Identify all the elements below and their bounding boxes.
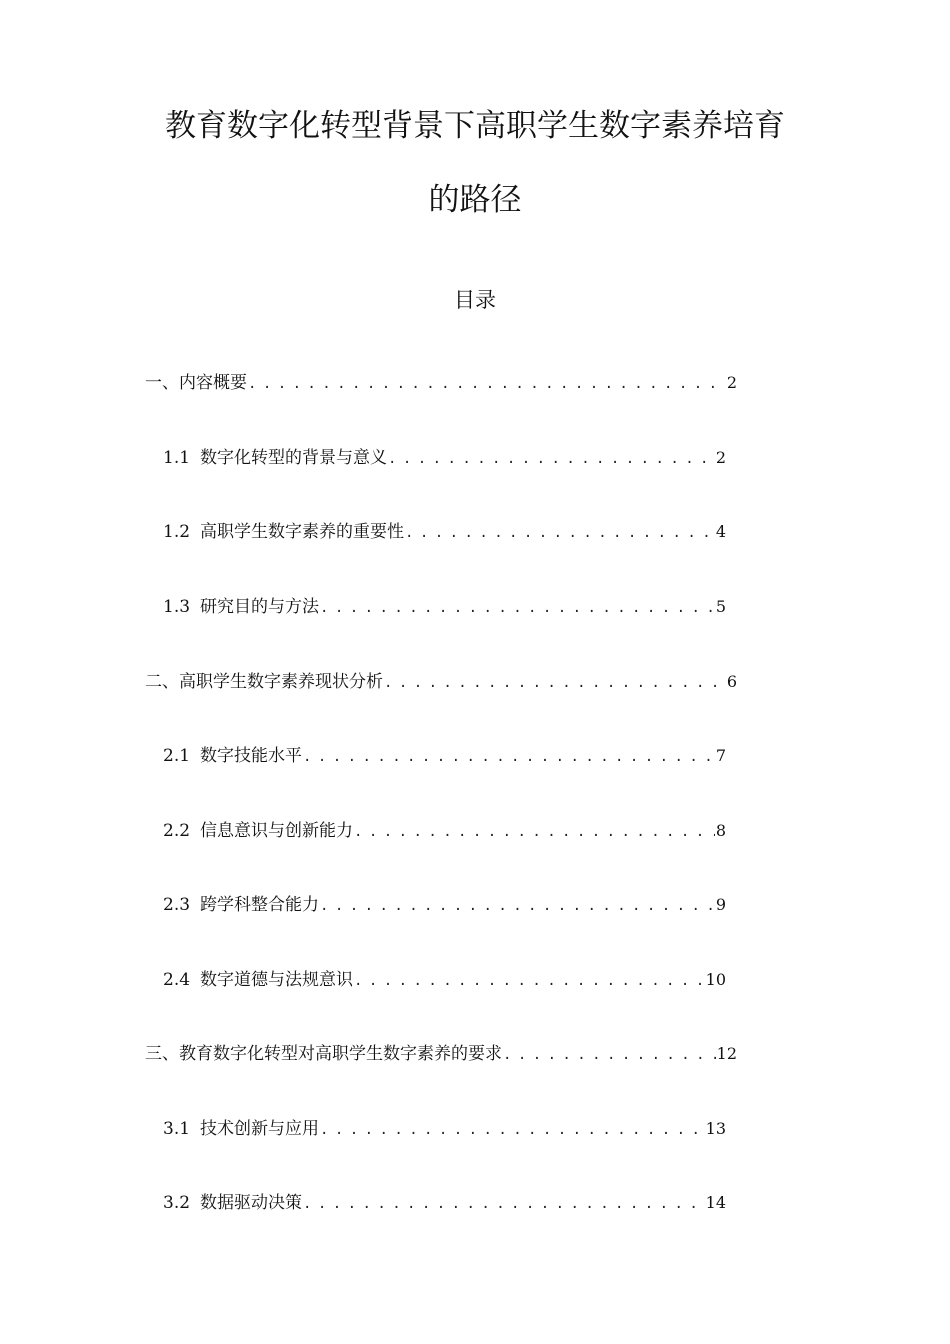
- toc-dot-leader: [388, 447, 715, 471]
- document-title-line1: 教育数字化转型背景下高职学生数字素养培育: [165, 108, 785, 144]
- toc-entry[interactable]: [145, 1042, 737, 1066]
- toc-entry-number: 1.3: [163, 597, 191, 617]
- toc-entry-label: 二、高职学生数字素养现状分析: [145, 672, 383, 692]
- toc-heading: 目录: [454, 288, 496, 312]
- toc-dot-leader: [248, 372, 726, 396]
- toc-entry[interactable]: [163, 595, 726, 619]
- toc-entry-number: 3.2: [163, 1193, 191, 1213]
- toc-entry-label: 一、内容概要: [145, 373, 247, 393]
- toc-entry-page: 5: [715, 597, 726, 616]
- toc-entry[interactable]: [163, 446, 726, 470]
- toc-dot-leader: [303, 745, 715, 769]
- toc-entry-number: 2.4: [163, 970, 191, 990]
- toc-entry-label: 高职学生数字素养的重要性: [200, 522, 405, 542]
- toc-entry[interactable]: [145, 670, 737, 694]
- toc-dot-leader: [320, 894, 715, 918]
- toc-entry[interactable]: [145, 371, 737, 395]
- toc-dot-leader: [405, 521, 715, 545]
- toc-entry-label: 数字技能水平: [200, 746, 303, 766]
- toc-entry-label: 数据驱动决策: [200, 1193, 303, 1213]
- toc-entry-label: 技术创新与应用: [200, 1119, 320, 1139]
- toc-entry-page: 7: [715, 746, 726, 765]
- toc-entry[interactable]: [163, 819, 726, 843]
- toc-entry[interactable]: [163, 893, 726, 917]
- document-title-line2: 的路径: [428, 182, 522, 218]
- toc-entry-number: 3.1: [163, 1119, 191, 1139]
- toc-entry-label: 信息意识与创新能力: [200, 821, 354, 841]
- toc-entry[interactable]: [163, 744, 726, 768]
- toc-entry-page: 4: [715, 522, 726, 541]
- toc-entry-page: 2: [726, 373, 737, 392]
- toc-entry[interactable]: [163, 968, 726, 992]
- toc-dot-leader: [354, 969, 705, 993]
- toc-dot-leader: [503, 1043, 716, 1067]
- toc-entry[interactable]: [163, 520, 726, 544]
- toc-entry-number: 1.2: [163, 522, 191, 542]
- toc-entry-page: 10: [705, 970, 726, 989]
- toc-entry-number: 2.1: [163, 746, 191, 766]
- toc-entry-label: 三、教育数字化转型对高职学生数字素养的要求: [145, 1044, 502, 1064]
- toc-entry-page: 6: [726, 672, 737, 691]
- toc-dot-leader: [384, 671, 726, 695]
- toc-entry-page: 2: [715, 448, 726, 467]
- toc-entry-page: 12: [716, 1044, 737, 1063]
- toc-dot-leader: [320, 1118, 705, 1142]
- toc-entry-label: 研究目的与方法: [200, 597, 320, 617]
- toc-entry-page: 9: [715, 895, 726, 914]
- toc-entry-number: 1.1: [163, 448, 191, 468]
- toc-entry[interactable]: [163, 1191, 726, 1215]
- toc-dot-leader: [354, 820, 715, 844]
- toc-entry-label: 数字道德与法规意识: [200, 970, 354, 990]
- toc-entry-page: 13: [705, 1119, 726, 1138]
- toc-entry-page: 14: [705, 1193, 726, 1212]
- toc-entry[interactable]: [163, 1117, 726, 1141]
- toc-entry-label: 跨学科整合能力: [200, 895, 320, 915]
- toc-dot-leader: [320, 596, 715, 620]
- toc-entry-page: 8: [715, 821, 726, 840]
- toc-entry-label: 数字化转型的背景与意义: [200, 448, 388, 468]
- toc-entry-number: 2.3: [163, 895, 191, 915]
- toc-entry-number: 2.2: [163, 821, 191, 841]
- toc-dot-leader: [303, 1192, 705, 1216]
